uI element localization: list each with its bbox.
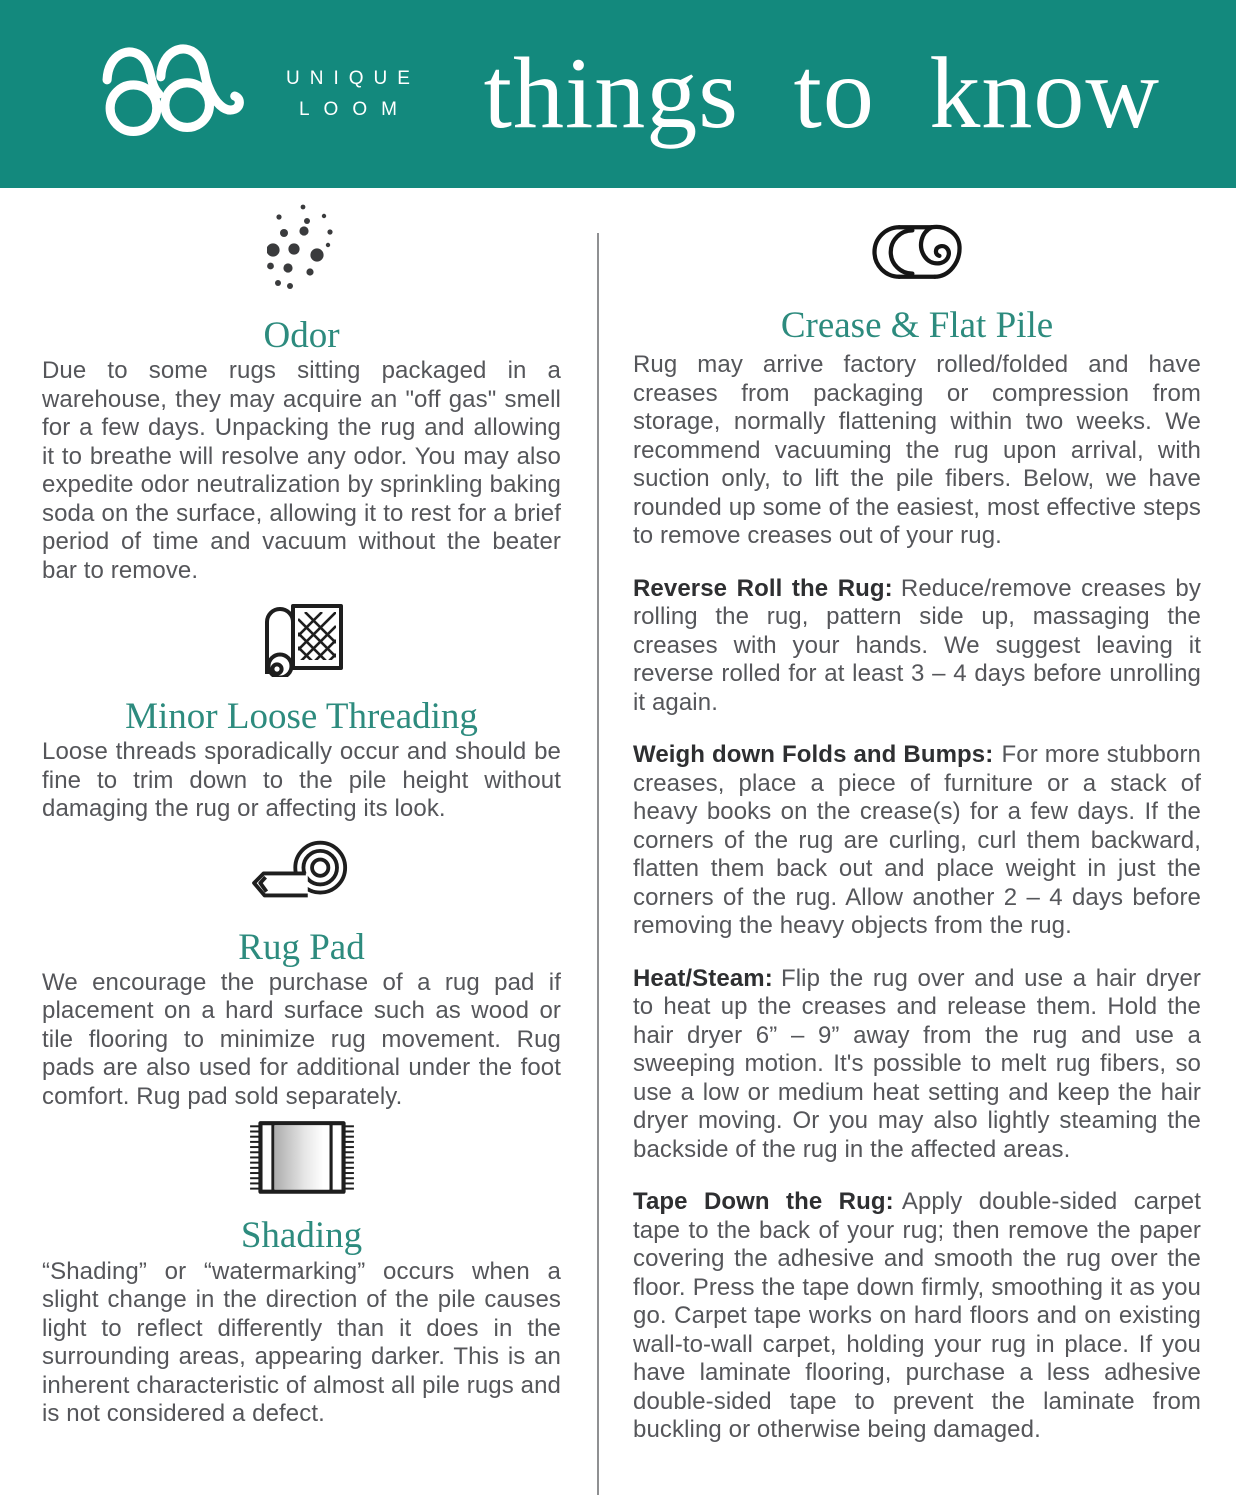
tip-weigh-down-label: Weigh down Folds and Bumps: (633, 741, 994, 769)
rolled-rug-crease-icon (864, 218, 970, 286)
rug-pad-heading: Rug Pad (238, 926, 365, 968)
tip-tape-down-label: Tape Down the Rug: (633, 1188, 894, 1216)
content-area (0, 188, 1236, 1495)
shading-body-text: “Shading” or “watermarking” occurs when a slight change in the direction of the pile causes light to reflect differently than it does in the surrounding areas, appearing darker. This is an inherent characteristic of almost all pile rugs and is not considered a defect. (42, 1257, 561, 1428)
unique-loom-logo-icon (100, 43, 252, 145)
tip-reverse-roll (633, 575, 1201, 718)
page-header (0, 0, 1236, 188)
crease-intro-text: Rug may arrive factory rolled/folded and have creases from packaging or compression from storage, normally flattening within two weeks. We recommend vacuuming the rug upon arrival, with suction only, to lift the pile fibers. Below, we have rounded up some of the easiest, most effective steps to remove creases out of your rug. (633, 351, 1201, 550)
brand-line-unique: UNIQUE (286, 67, 420, 89)
crease-flat-pile-heading: Crease & Flat Pile (780, 305, 1054, 346)
tip-weigh-down (633, 741, 1201, 941)
brand-line-loom: LOOM (298, 98, 411, 120)
odor-body-text: Due to some rugs sitting packaged in a warehouse, they may acquire an "off gas" smell for a few days. Unpacking the rug and allowing it to breathe will resolve any odor. You may also expedite odor neutralization by sprinkling baking soda on the surface, allowing it to rest for a brief period of time and vacuum without the beater bar to remove. (42, 357, 561, 584)
tip-reverse-roll-text: Reduce/remove creases by rolling the rug, pattern side up, massaging the creases with your hands. We suggest leaving it reverse rolled for at least 3 – 4 days before unrolling it again. (633, 574, 1201, 716)
tip-weigh-down-text: For more stubborn creases, place a piece of furniture or a stack of heavy books on the crease(s) for a few days. If the corners of the rug are curling, curl them backward, flatten them back out and place weight in just the corners of the rug. Allow another 2 – 4 days before removing the heavy objects from the rug. (633, 741, 1201, 940)
column-divider (597, 233, 599, 1495)
section-rug-pad (42, 824, 561, 1112)
section-loose-threading (42, 585, 561, 824)
shading-heading: Shading (240, 1215, 363, 1257)
left-column (42, 188, 561, 1429)
brand-lockup (100, 43, 420, 145)
shaded-rug-icon (248, 1121, 356, 1196)
section-odor (42, 188, 561, 585)
loose-threading-heading: Minor Loose Threading (125, 696, 478, 738)
tip-heat-steam-text: Flip the rug over and use a hair dryer to heat up the creases and release them. Hold the hair dryer 6” – 9” away from the rug and use a sweeping motion. It's possible to melt rug fibers, so use a low or medium heat setting and keep the hair dryer moving. Or you may also lightly steaming the backside of the rug in the affected areas. (633, 964, 1201, 1163)
rolled-rug-threads-icon (260, 593, 344, 677)
section-crease-flat-pile (633, 188, 1201, 1445)
tip-tape-down-text: Apply double-sided carpet tape to the back of your rug; then remove the paper covering the adhesive and smooth the rug over the floor. Press the tape down firmly, smoothing it as you go. Carpet tape works on hard floors and on existing wall-to-wall carpet, holding your rug in place. If you have laminate flooring, purchase a less adhesive double-sided tape to prevent the laminate from buckling or otherwise being damaged. (633, 1188, 1201, 1444)
page-title: things to know (483, 37, 1160, 150)
tip-heat-steam (633, 965, 1201, 1165)
tip-heat-steam-label: Heat/Steam: (633, 964, 773, 992)
right-column (633, 188, 1201, 1445)
tip-reverse-roll-label: Reverse Roll the Rug: (633, 574, 893, 602)
brand-name (276, 68, 420, 121)
tip-tape-down (633, 1188, 1201, 1445)
loose-threading-body-text: Loose threads sporadically occur and should be fine to trim down to the pile height without damaging the rug or affecting its look. (42, 738, 561, 823)
section-shading (42, 1111, 561, 1428)
rug-pad-roll-icon (252, 836, 352, 906)
odor-dots-icon (267, 202, 337, 294)
rug-pad-body-text: We encourage the purchase of a rug pad if placement on a hard surface such as wood or tile flooring to minimize rug movement. Rug pads are also used for additional under the foot comfort. Rug pad sold separately. (42, 968, 561, 1110)
odor-heading: Odor (263, 315, 340, 356)
